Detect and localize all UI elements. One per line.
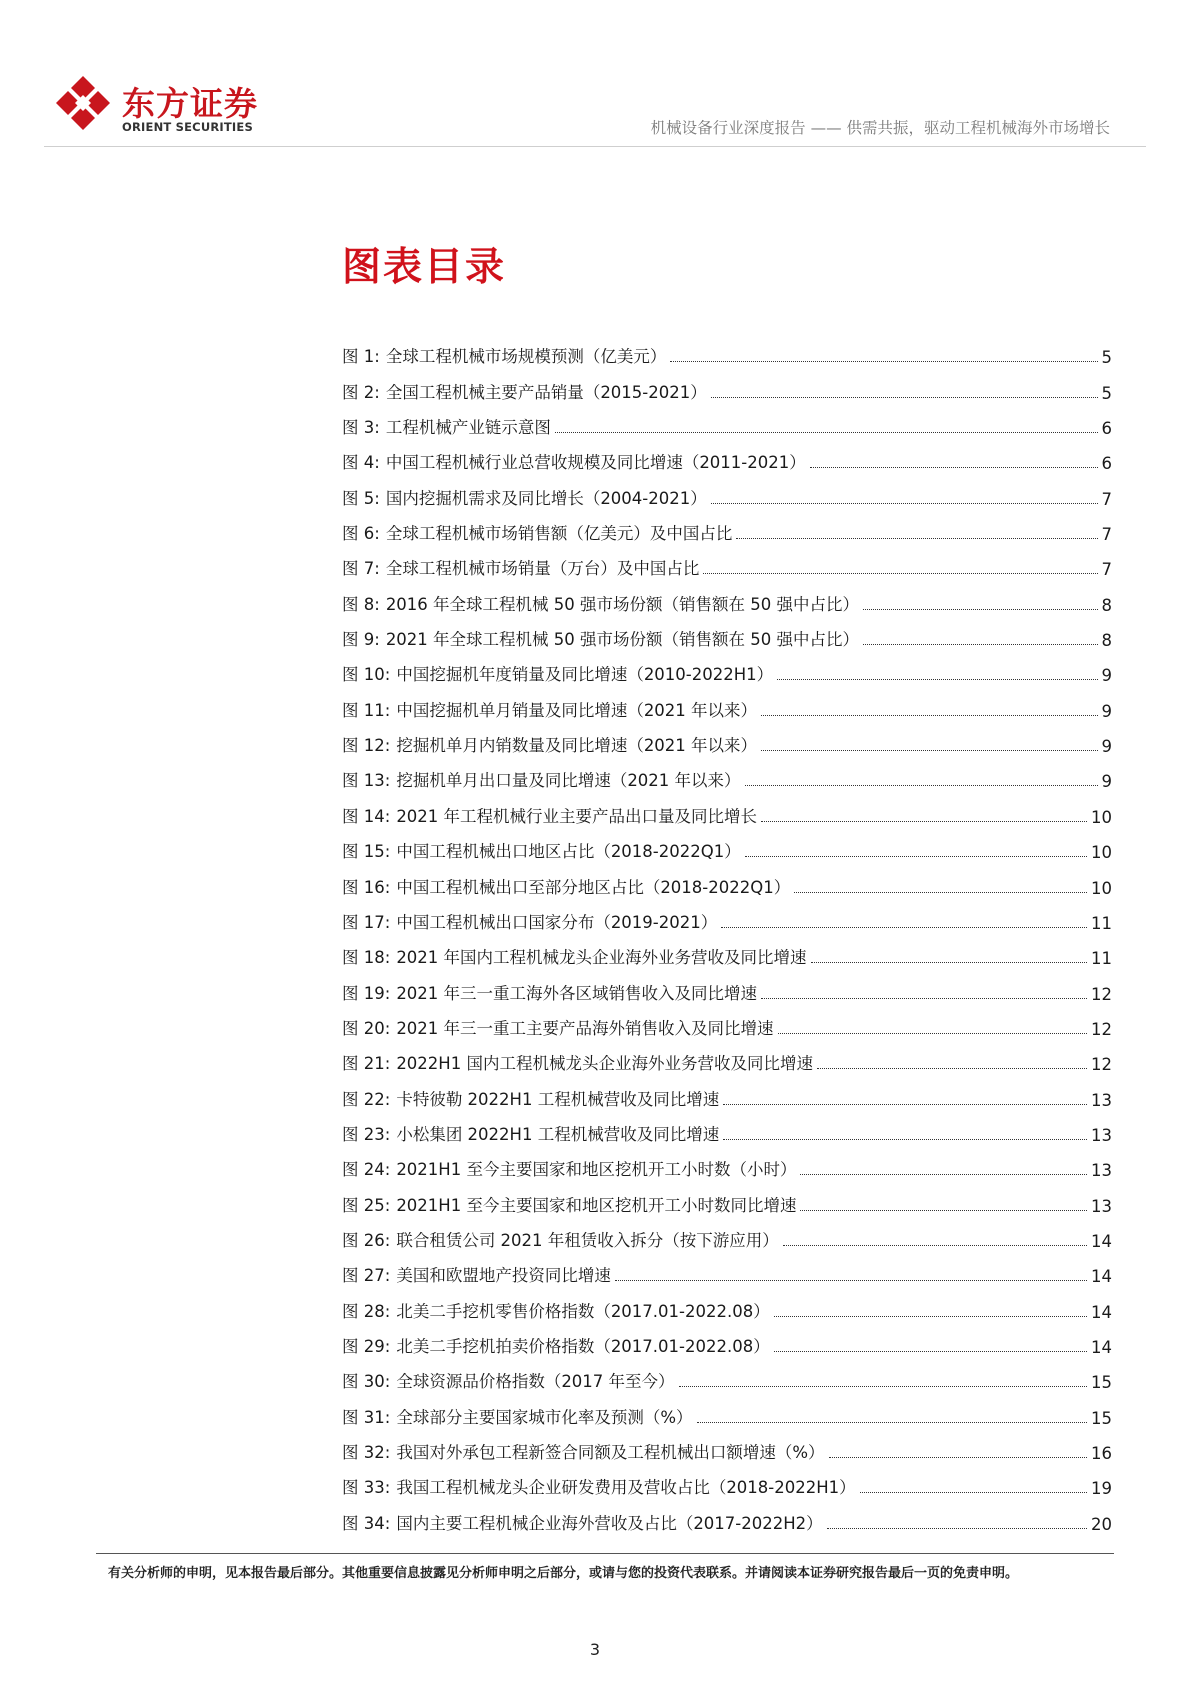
- toc-entry-leader-dots: [800, 1174, 1087, 1175]
- toc-entry-label: 图 21:: [342, 1054, 391, 1074]
- toc-entry-title: 全球工程机械市场销量（万台）及中国占比: [385, 559, 700, 579]
- toc-entry[interactable]: [342, 579, 1112, 614]
- toc-entry-title: 全国工程机械主要产品销量（2015-2021）: [385, 382, 707, 402]
- toc-entry[interactable]: [342, 862, 1112, 897]
- toc-entry-text: [342, 1298, 770, 1322]
- toc-entry-label: 图 5:: [342, 488, 380, 508]
- toc-entry-page-number: 11: [1091, 913, 1112, 933]
- toc-entry-title: 中国工程机械出口国家分布（2019-2021）: [396, 912, 718, 932]
- toc-entry-page-number: 13: [1091, 1196, 1112, 1216]
- toc-entry-title: 联合租赁公司 2021 年租赁收入拆分（按下游应用）: [396, 1230, 779, 1250]
- toc-entry-page-number: 15: [1091, 1373, 1112, 1393]
- toc-entry-label: 图 12:: [342, 736, 391, 756]
- toc-entry-label: 图 26:: [342, 1230, 391, 1250]
- toc-entry-title: 中国挖掘机年度销量及同比增速（2010-2022H1）: [396, 665, 774, 685]
- toc-entry-leader-dots: [703, 573, 1097, 574]
- toc-entry-label: 图 17:: [342, 912, 391, 932]
- toc-entry-title: 中国挖掘机单月销量及同比增速（2021 年以来）: [396, 700, 758, 720]
- toc-entry[interactable]: [342, 615, 1112, 650]
- toc-entry-leader-dots: [863, 609, 1097, 610]
- toc-entry-leader-dots: [670, 361, 1097, 362]
- toc-entry-label: 图 28:: [342, 1301, 391, 1321]
- toc-entry-page-number: 12: [1091, 984, 1112, 1004]
- orient-securities-logo-icon: [54, 74, 112, 132]
- toc-entry[interactable]: [342, 1216, 1112, 1251]
- toc-entry-text: [342, 555, 699, 579]
- toc-entry-leader-dots: [783, 1245, 1087, 1246]
- toc-entry[interactable]: [342, 827, 1112, 862]
- toc-entry-title: 2021 年三一重工海外各区域销售收入及同比增速: [396, 983, 758, 1003]
- toc-entry[interactable]: [342, 898, 1112, 933]
- toc-entry-leader-dots: [679, 1386, 1087, 1387]
- toc-entry[interactable]: [342, 1180, 1112, 1215]
- toc-entry[interactable]: [342, 1357, 1112, 1392]
- toc-entry-text: [342, 449, 806, 473]
- toc-entry-page-number: 20: [1091, 1514, 1112, 1534]
- toc-entry-leader-dots: [723, 1104, 1087, 1105]
- toc-entry-label: 图 29:: [342, 1336, 391, 1356]
- toc-entry-title: 全球资源品价格指数（2017 年至今）: [396, 1372, 675, 1392]
- toc-entry-text: [342, 1474, 856, 1498]
- toc-entry-label: 图 30:: [342, 1372, 391, 1392]
- toc-entry[interactable]: [342, 1074, 1112, 1109]
- toc-entry[interactable]: [342, 1428, 1112, 1463]
- toc-entry-label: 图 11:: [342, 700, 391, 720]
- toc-entry[interactable]: [342, 403, 1112, 438]
- toc-entry-leader-dots: [615, 1280, 1087, 1281]
- toc-entry-title: 2021 年国内工程机械龙头企业海外业务营收及同比增速: [396, 948, 807, 968]
- toc-entry[interactable]: [342, 367, 1112, 402]
- toc-entry-title: 工程机械产业链示意图: [385, 418, 551, 438]
- logo-english-name: ORIENT SECURITIES: [122, 120, 253, 134]
- toc-entry-label: 图 9:: [342, 630, 380, 650]
- toc-entry-title: 美国和欧盟地产投资同比增速: [396, 1266, 611, 1286]
- toc-entry-leader-dots: [761, 750, 1097, 751]
- toc-entry-label: 图 15:: [342, 842, 391, 862]
- toc-entry-text: [342, 1368, 675, 1392]
- toc-entry-text: [342, 1439, 825, 1463]
- toc-entry-label: 图 33:: [342, 1478, 391, 1498]
- toc-entry-leader-dots: [860, 1492, 1087, 1493]
- toc-entry-label: 图 19:: [342, 983, 391, 1003]
- toc-entry-label: 图 7:: [342, 559, 380, 579]
- toc-entry-title: 2021 年全球工程机械 50 强市场份额（销售额在 50 强中占比）: [385, 630, 860, 650]
- toc-entry[interactable]: [342, 650, 1112, 685]
- toc-entry-text: [342, 1015, 774, 1039]
- footer-divider: [96, 1553, 1114, 1554]
- toc-entry-text: [342, 697, 757, 721]
- toc-entry-page-number: 10: [1091, 807, 1112, 827]
- toc-entry-label: 图 13:: [342, 771, 391, 791]
- toc-entry-title: 挖掘机单月内销数量及同比增速（2021 年以来）: [396, 736, 758, 756]
- toc-entry-page-number: 5: [1101, 348, 1112, 368]
- toc-entry-label: 图 27:: [342, 1266, 391, 1286]
- footer-disclaimer: 有关分析师的申明，见本报告最后部分。其他重要信息披露见分析师申明之后部分，或请与您的投资代表联系。并请阅读本证券研究报告最后一页的免责申明。: [108, 1566, 1019, 1581]
- toc-entry-label: 图 4:: [342, 453, 380, 473]
- toc-entry[interactable]: [342, 1392, 1112, 1427]
- toc-entry-page-number: 12: [1091, 1055, 1112, 1075]
- toc-entry-label: 图 20:: [342, 1018, 391, 1038]
- toc-heading: 图表目录: [342, 245, 507, 290]
- toc-entry-title: 挖掘机单月出口量及同比增速（2021 年以来）: [396, 771, 741, 791]
- toc-entry-title: 2021H1 至今主要国家和地区挖机开工小时数（小时）: [396, 1160, 797, 1180]
- toc-entry-text: [342, 767, 741, 791]
- toc-entry-title: 2022H1 国内工程机械龙头企业海外业务营收及同比增速: [396, 1054, 813, 1074]
- toc-entry[interactable]: [342, 509, 1112, 544]
- toc-entry-text: [342, 1227, 779, 1251]
- toc-entry-text: [342, 1404, 693, 1428]
- toc-entry-label: 图 25:: [342, 1195, 391, 1215]
- toc-entry-title: 全球部分主要国家城市化率及预测（%）: [396, 1407, 693, 1427]
- toc-entry-leader-dots: [761, 998, 1087, 999]
- toc-entry-text: [342, 626, 859, 650]
- page-number: 3: [589, 1640, 601, 1659]
- toc-entry[interactable]: [342, 1004, 1112, 1039]
- toc-entry-label: 图 3:: [342, 418, 380, 438]
- toc-entry[interactable]: [342, 968, 1112, 1003]
- toc-entry-label: 图 23:: [342, 1124, 391, 1144]
- toc-entry-text: [342, 1121, 719, 1145]
- toc-entry-leader-dots: [777, 679, 1097, 680]
- toc-entry[interactable]: [342, 1110, 1112, 1145]
- toc-entry-leader-dots: [761, 715, 1097, 716]
- toc-entry-text: [342, 661, 773, 685]
- toc-entry-page-number: 6: [1101, 419, 1112, 439]
- toc-entry-page-number: 5: [1101, 383, 1112, 403]
- toc-entry[interactable]: [342, 933, 1112, 968]
- toc-entry-text: [342, 1333, 770, 1357]
- toc-entry-leader-dots: [817, 1068, 1087, 1069]
- toc-entry-label: 图 24:: [342, 1160, 391, 1180]
- toc-entry-page-number: 7: [1101, 525, 1112, 545]
- toc-entry-title: 2021 年工程机械行业主要产品出口量及同比增长: [396, 806, 758, 826]
- toc-entry-page-number: 12: [1091, 1019, 1112, 1039]
- toc-entry-text: [342, 1192, 796, 1216]
- toc-entry-text: [342, 414, 551, 438]
- toc-entry-text: [342, 803, 757, 827]
- toc-entry-text: [342, 944, 807, 968]
- toc-entry-label: 图 16:: [342, 877, 391, 897]
- toc-entry[interactable]: [342, 1251, 1112, 1286]
- toc-entry-label: 图 32:: [342, 1443, 391, 1462]
- toc-entry[interactable]: [342, 756, 1112, 791]
- toc-entry-leader-dots: [711, 397, 1098, 398]
- toc-entry-leader-dots: [745, 785, 1098, 786]
- toc-entry-page-number: 7: [1101, 560, 1112, 580]
- toc-entry-title: 我国工程机械龙头企业研发费用及营收占比（2018-2022H1）: [396, 1478, 856, 1498]
- toc-entry-text: [342, 1510, 823, 1534]
- logo-chinese-name: 东方证券: [122, 84, 258, 123]
- toc-entry-leader-dots: [829, 1457, 1088, 1458]
- toc-entry-page-number: 8: [1101, 595, 1112, 615]
- toc-entry-title: 卡特彼勒 2022H1 工程机械营收及同比增速: [396, 1089, 720, 1109]
- toc-entry[interactable]: [342, 544, 1112, 579]
- toc-entry[interactable]: [342, 1322, 1112, 1357]
- toc-entry-leader-dots: [827, 1528, 1087, 1529]
- toc-entry-label: 图 34:: [342, 1513, 391, 1533]
- toc-entry-page-number: 13: [1091, 1125, 1112, 1145]
- toc-entry-text: [342, 520, 732, 544]
- toc-entry-title: 中国工程机械行业总营收规模及同比增速（2011-2021）: [385, 453, 806, 473]
- toc-entry-page-number: 10: [1091, 878, 1112, 898]
- toc-entry[interactable]: [342, 1145, 1112, 1180]
- toc-entry[interactable]: [342, 332, 1112, 367]
- toc-entry-leader-dots: [863, 644, 1097, 645]
- toc-entry[interactable]: [342, 1463, 1112, 1498]
- toc-entry[interactable]: [342, 1039, 1112, 1074]
- toc-entry-text: [342, 838, 741, 862]
- toc-entry-text: [342, 485, 707, 509]
- toc-entry-page-number: 6: [1101, 454, 1112, 474]
- toc-entry[interactable]: [342, 473, 1112, 508]
- toc-entry-leader-dots: [723, 1139, 1087, 1140]
- toc-entry-title: 国内主要工程机械企业海外营收及占比（2017-2022H2）: [396, 1513, 823, 1533]
- toc-entry[interactable]: [342, 438, 1112, 473]
- toc-entry[interactable]: [342, 1498, 1112, 1533]
- toc-entry-page-number: 10: [1091, 843, 1112, 863]
- toc-entry-text: [342, 874, 790, 898]
- toc-entry-page-number: 19: [1091, 1479, 1112, 1499]
- toc-entry-page-number: 9: [1101, 701, 1112, 721]
- toc-entry-title: 国内挖掘机需求及同比增长（2004-2021）: [385, 488, 707, 508]
- toc-entry-title: 北美二手挖机零售价格指数（2017.01-2022.08）: [396, 1301, 770, 1321]
- toc-entry-page-number: 14: [1091, 1231, 1112, 1251]
- toc-entry-leader-dots: [810, 467, 1098, 468]
- toc-entry-leader-dots: [721, 927, 1087, 928]
- toc-entry-leader-dots: [794, 892, 1087, 893]
- toc-entry-leader-dots: [736, 538, 1097, 539]
- toc-entry-title: 全球工程机械市场销售额（亿美元）及中国占比: [385, 524, 733, 544]
- toc-entry-label: 图 6:: [342, 524, 380, 544]
- report-title: 机械设备行业深度报告 —— 供需共振，驱动工程机械海外市场增长: [650, 119, 1110, 137]
- toc-entry-text: [342, 379, 707, 403]
- toc-entry-text: [342, 1156, 796, 1180]
- toc-entry-leader-dots: [811, 962, 1087, 963]
- toc-entry-label: 图 1:: [342, 347, 380, 367]
- toc-entry-title: 中国工程机械出口地区占比（2018-2022Q1）: [396, 842, 741, 862]
- toc-entry-label: 图 10:: [342, 665, 391, 685]
- toc-entry-page-number: 14: [1091, 1337, 1112, 1357]
- toc-entry-label: 图 8:: [342, 594, 380, 614]
- toc-entry[interactable]: [342, 1286, 1112, 1321]
- toc-entry-title: 北美二手挖机拍卖价格指数（2017.01-2022.08）: [396, 1336, 770, 1356]
- toc-entry-title: 小松集团 2022H1 工程机械营收及同比增速: [396, 1124, 720, 1144]
- toc-entry-leader-dots: [774, 1316, 1087, 1317]
- toc-entry-title: 2021 年三一重工主要产品海外销售收入及同比增速: [396, 1018, 774, 1038]
- toc-entry-text: [342, 732, 757, 756]
- toc-entry-title: 2016 年全球工程机械 50 强市场份额（销售额在 50 强中占比）: [385, 594, 860, 614]
- toc-entry-leader-dots: [555, 432, 1098, 433]
- toc-entry-leader-dots: [761, 821, 1087, 822]
- toc-entry-text: [342, 1262, 611, 1286]
- toc-entry-page-number: 9: [1101, 737, 1112, 757]
- toc-entry-page-number: 14: [1091, 1302, 1112, 1322]
- toc-entry-label: 图 2:: [342, 382, 380, 402]
- toc-entry-text: [342, 1050, 813, 1074]
- toc-entry-page-number: 7: [1101, 489, 1112, 509]
- figure-toc-list: [342, 332, 1112, 1534]
- toc-entry-label: 图 31:: [342, 1407, 391, 1427]
- toc-entry-title: 全球工程机械市场规模预测（亿美元）: [385, 347, 667, 367]
- toc-entry-text: [342, 980, 757, 1004]
- toc-entry-leader-dots: [711, 503, 1098, 504]
- toc-entry-page-number: 11: [1091, 949, 1112, 969]
- toc-entry-leader-dots: [745, 856, 1087, 857]
- toc-entry[interactable]: [342, 791, 1112, 826]
- toc-entry-leader-dots: [800, 1210, 1087, 1211]
- header-divider: [44, 146, 1146, 147]
- toc-entry-page-number: 9: [1101, 666, 1112, 686]
- toc-entry-text: [342, 909, 717, 933]
- toc-entry-leader-dots: [778, 1033, 1087, 1034]
- toc-entry-leader-dots: [697, 1422, 1088, 1423]
- toc-entry-page-number: 14: [1091, 1267, 1112, 1287]
- toc-entry[interactable]: [342, 721, 1112, 756]
- toc-entry-page-number: 15: [1091, 1408, 1112, 1428]
- toc-entry-label: 图 14:: [342, 806, 391, 826]
- toc-entry-page-number: 13: [1091, 1161, 1112, 1181]
- toc-entry-text: [342, 1086, 719, 1110]
- company-logo: [54, 74, 258, 136]
- toc-entry-page-number: 16: [1091, 1444, 1112, 1463]
- toc-entry-label: 图 18:: [342, 948, 391, 968]
- toc-entry-text: [342, 591, 859, 615]
- toc-entry-page-number: 9: [1101, 772, 1112, 792]
- toc-entry-leader-dots: [774, 1351, 1087, 1352]
- toc-entry-label: 图 22:: [342, 1089, 391, 1109]
- toc-entry-page-number: 8: [1101, 631, 1112, 651]
- toc-entry-title: 2021H1 至今主要国家和地区挖机开工小时数同比增速: [396, 1195, 797, 1215]
- toc-entry-title: 我国对外承包工程新签合同额及工程机械出口额增速（%）: [396, 1443, 825, 1462]
- toc-entry-title: 中国工程机械出口至部分地区占比（2018-2022Q1）: [396, 877, 791, 897]
- toc-entry[interactable]: [342, 685, 1112, 720]
- toc-entry-page-number: 13: [1091, 1090, 1112, 1110]
- toc-entry-text: [342, 343, 666, 367]
